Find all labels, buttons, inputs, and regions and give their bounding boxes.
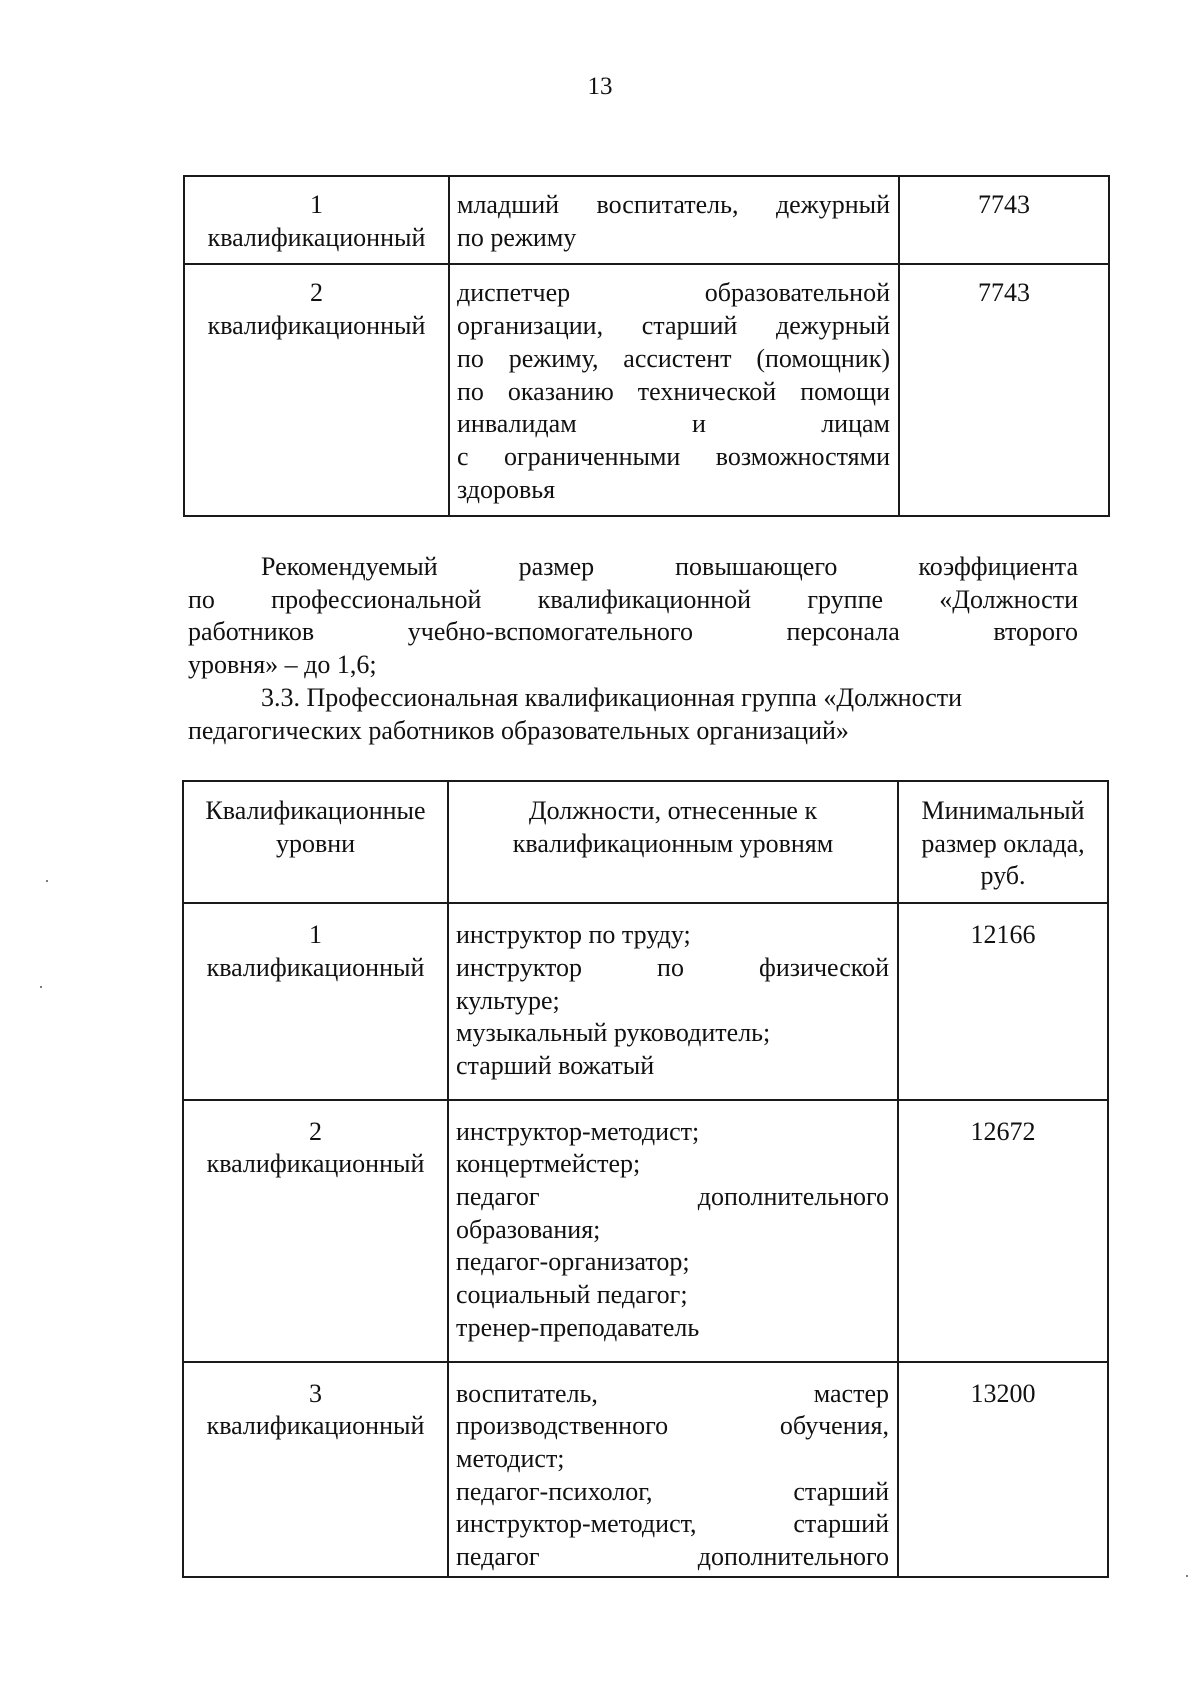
position-line: старший вожатый <box>456 1050 655 1080</box>
table-row <box>183 903 1108 1100</box>
position-line: педагог-психолог, старший <box>456 1476 889 1506</box>
table-row <box>184 176 1109 264</box>
paragraph-line: 3.3. Профессиональная квалификационная группа «Должности <box>261 683 963 712</box>
position-line: тренер-преподаватель <box>456 1312 700 1342</box>
position-line: концертмейстер; <box>456 1149 641 1179</box>
section-heading-paragraph <box>188 682 1078 747</box>
header-line: руб. <box>980 861 1026 891</box>
level-label: квалификационный <box>206 1411 425 1441</box>
position-line: инструктор по физической <box>456 952 889 982</box>
position-line: социальный педагог; <box>456 1280 688 1310</box>
position-line: по режиму <box>457 222 577 252</box>
page-number: 13 <box>587 73 613 100</box>
level-label: квалификационный <box>206 952 425 982</box>
table-row <box>183 1362 1108 1577</box>
header-line: размер оклада, <box>921 828 1085 858</box>
position-line: младший воспитатель, дежурный <box>457 190 890 219</box>
paragraph-line: по профессиональной квалификационной группе «Должности <box>188 584 1078 614</box>
paragraph-line: педагогических работников образовательных организаций» <box>188 715 849 745</box>
coefficient-paragraph <box>188 551 1078 681</box>
level-number: 3 <box>309 1378 322 1408</box>
level-label: квалификационный <box>207 311 426 341</box>
level-number: 2 <box>310 278 323 308</box>
level-cell <box>184 176 449 264</box>
level-cell <box>183 1100 448 1362</box>
position-line: инструктор-методист, старший <box>456 1509 889 1539</box>
table-header-row <box>183 781 1108 903</box>
paragraph-line: работников учебно-вспомогательного персонала второго <box>188 617 1078 646</box>
salary-cell: 12672 <box>898 1100 1108 1362</box>
header-line: Должности, отнесенные к <box>528 796 818 825</box>
position-line: организации, старший дежурный <box>457 311 890 341</box>
level-number: 2 <box>309 1116 322 1146</box>
table-row <box>183 1100 1108 1362</box>
qualification-table-pedagogical <box>182 780 1109 1578</box>
position-line: педагог-организатор; <box>456 1247 690 1277</box>
position-line: инструктор по труду; <box>456 920 691 950</box>
position-line: педагог дополнительного <box>456 1542 889 1572</box>
positions-cell <box>449 176 899 264</box>
level-cell <box>184 264 449 516</box>
table-row <box>184 264 1109 516</box>
salary-cell: 7743 <box>899 176 1109 264</box>
level-cell <box>183 1362 448 1577</box>
header-line: квалификационным уровням <box>512 828 834 858</box>
salary-cell: 7743 <box>899 264 1109 516</box>
level-cell <box>183 903 448 1100</box>
position-line: музыкальный руководитель; <box>456 1018 771 1048</box>
header-salary-cell <box>898 781 1108 903</box>
paragraph-line: уровня» – до 1,6; <box>188 649 377 679</box>
position-line: с ограниченными возможностями <box>457 441 890 471</box>
level-label: квалификационный <box>207 222 426 252</box>
scan-speck <box>46 880 48 882</box>
position-line: педагог дополнительного <box>456 1182 889 1212</box>
positions-cell <box>448 1100 898 1362</box>
position-line: инструктор-методист; <box>456 1116 700 1146</box>
positions-cell <box>449 264 899 516</box>
position-line: по режиму, ассистент (помощник) <box>457 343 890 373</box>
position-line: здоровья <box>457 474 556 504</box>
position-line: инвалидам и лицам <box>457 409 890 439</box>
qualification-table-continued <box>183 175 1110 517</box>
salary-cell: 12166 <box>898 903 1108 1100</box>
level-label: квалификационный <box>206 1149 425 1179</box>
scan-speck <box>40 986 42 988</box>
header-levels-cell <box>183 781 448 903</box>
position-line: методист; <box>456 1443 565 1473</box>
header-line: Минимальный <box>921 796 1085 825</box>
header-positions-cell <box>448 781 898 903</box>
position-line: культуре; <box>456 985 560 1015</box>
positions-cell <box>448 1362 898 1577</box>
position-line: образования; <box>456 1214 601 1244</box>
level-number: 1 <box>309 920 322 950</box>
header-line: уровни <box>275 828 356 858</box>
paragraph-line: Рекомендуемый размер повышающего коэффициента <box>261 552 1078 581</box>
position-line: воспитатель, мастер <box>456 1378 889 1408</box>
position-line: диспетчер образовательной <box>457 278 890 308</box>
header-line: Квалификационные <box>205 796 426 825</box>
positions-cell <box>448 903 898 1100</box>
scan-speck <box>1186 1575 1188 1577</box>
salary-cell: 13200 <box>898 1362 1108 1577</box>
position-line: производственного обучения, <box>456 1411 889 1441</box>
level-number: 1 <box>310 190 323 219</box>
position-line: по оказанию технической помощи <box>457 376 890 406</box>
